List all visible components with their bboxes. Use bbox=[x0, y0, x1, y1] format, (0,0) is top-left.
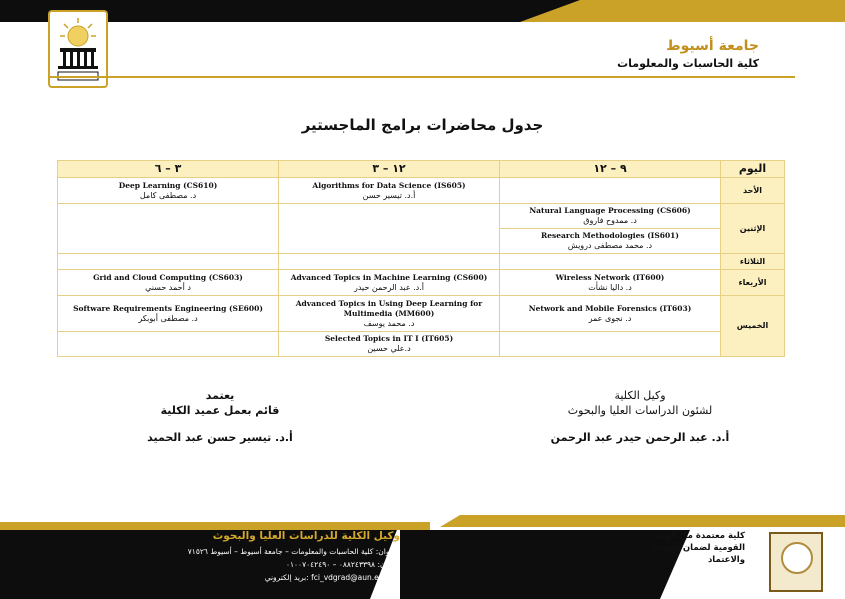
footer-email-label: بريد إلكتروني: bbox=[264, 573, 309, 582]
schedule-table bbox=[57, 160, 785, 357]
table-row-sunday bbox=[58, 178, 785, 204]
header-slot-1: ٩ – ١٢ bbox=[500, 161, 721, 178]
schedule-cell: Advanced Topics in Using Deep Learning for Multimedia (MM600) د. محمد يوسف bbox=[279, 296, 500, 332]
signature-right-dept: لشئون الدراسات العليا والبحوث bbox=[567, 404, 713, 417]
day-sunday: الأحد bbox=[721, 178, 785, 204]
schedule-cell: Grid and Cloud Computing (CS603) د أحمد حسني bbox=[58, 270, 279, 296]
footer-email-line bbox=[10, 573, 400, 582]
cell-empty bbox=[500, 254, 721, 270]
table-header-row bbox=[58, 161, 785, 178]
table-row-wednesday bbox=[58, 270, 785, 296]
signature-right-name: أ.د. عبد الرحمن حيدر عبد الرحمن bbox=[550, 431, 730, 444]
schedule-cell: Natural Language Processing (CS606) د. ممدوح فاروق bbox=[500, 204, 721, 229]
table-row-monday bbox=[58, 204, 785, 229]
table-row-thursday-2 bbox=[58, 332, 785, 357]
signature-left-role: يعتمد bbox=[205, 389, 235, 402]
schedule-cell: Selected Topics in IT I (IT605) د.علي حسين bbox=[279, 332, 500, 357]
schedule-cell: Deep Learning (CS610) د. مصطفى كامل bbox=[58, 178, 279, 204]
header-slot-3: ٣ – ٦ bbox=[58, 161, 279, 178]
cell-empty bbox=[279, 204, 500, 254]
schedule-cell: Network and Mobile Forensics (IT603) د. نجوى عمر bbox=[500, 296, 721, 332]
signature-left-title: قائم بعمل عميد الكلية bbox=[160, 404, 280, 417]
schedule-cell: Software Requirements Engineering (SE600) د. مصطفى أبوبكر bbox=[58, 296, 279, 332]
signature-left-name: أ.د. تيسير حسن عبد الحميد bbox=[147, 431, 293, 444]
cell-empty bbox=[500, 332, 721, 357]
accreditation-text: كلية معتمدة من الهيئة القومية لضمان الجودة والاعتماد bbox=[652, 531, 745, 565]
header-slot-2: ١٢ – ٣ bbox=[279, 161, 500, 178]
schedule-cell: Research Methodologies (IS601) د. محمد مصطفى درويش bbox=[500, 229, 721, 254]
footer-title: وكيل الكلية للدراسات العليا والبحوث bbox=[212, 530, 400, 542]
signature-left bbox=[120, 389, 320, 444]
signature-right bbox=[520, 389, 760, 444]
day-thursday: الخميس bbox=[721, 296, 785, 357]
footer-address: العنوان: كلية الحاسبات والمعلومات – جامعة أسيوط – أسيوط ٧١٥٢٦ bbox=[187, 547, 400, 556]
footer-email[interactable]: fci_vdgrad@aun.edu.eg bbox=[311, 573, 400, 582]
day-tuesday: الثلاثاء bbox=[721, 254, 785, 270]
cell-empty bbox=[279, 254, 500, 270]
header-day: اليوم bbox=[721, 161, 785, 178]
schedule-cell: Algorithms for Data Science (IS605) أ.د. تيسير حسن bbox=[279, 178, 500, 204]
accreditation-seal-icon bbox=[781, 542, 813, 574]
footer-gold-line bbox=[0, 522, 430, 530]
footer-phone: تليفون: ٠٨٨٢٤٣٣٩٨ – ٠١٠٠٧٠٤٢٤٩٠ bbox=[285, 560, 400, 569]
table-row-tuesday bbox=[58, 254, 785, 270]
table-row-thursday bbox=[58, 296, 785, 332]
day-monday: الإثنين bbox=[721, 204, 785, 254]
accreditation-logo bbox=[769, 532, 823, 592]
header-divider bbox=[50, 76, 795, 78]
day-wednesday: الأربعاء bbox=[721, 270, 785, 296]
faculty-name: كلية الحاسبات والمعلومات bbox=[617, 57, 759, 70]
footer-gold-stripe bbox=[440, 515, 845, 527]
cell-empty bbox=[500, 178, 721, 204]
signature-right-role: وكيل الكلية bbox=[614, 389, 666, 402]
cell-empty bbox=[58, 254, 279, 270]
university-name: جامعة أسيوط bbox=[666, 38, 759, 54]
schedule-cell: Wireless Network (IT600) د. داليا نشأت bbox=[500, 270, 721, 296]
document-title: جدول محاضرات برامج الماجستير bbox=[301, 116, 544, 134]
cell-empty bbox=[58, 332, 279, 357]
cell-empty bbox=[58, 204, 279, 254]
schedule-cell: Advanced Topics in Machine Learning (CS600) أ.د. عبد الرحمن حيدر bbox=[279, 270, 500, 296]
